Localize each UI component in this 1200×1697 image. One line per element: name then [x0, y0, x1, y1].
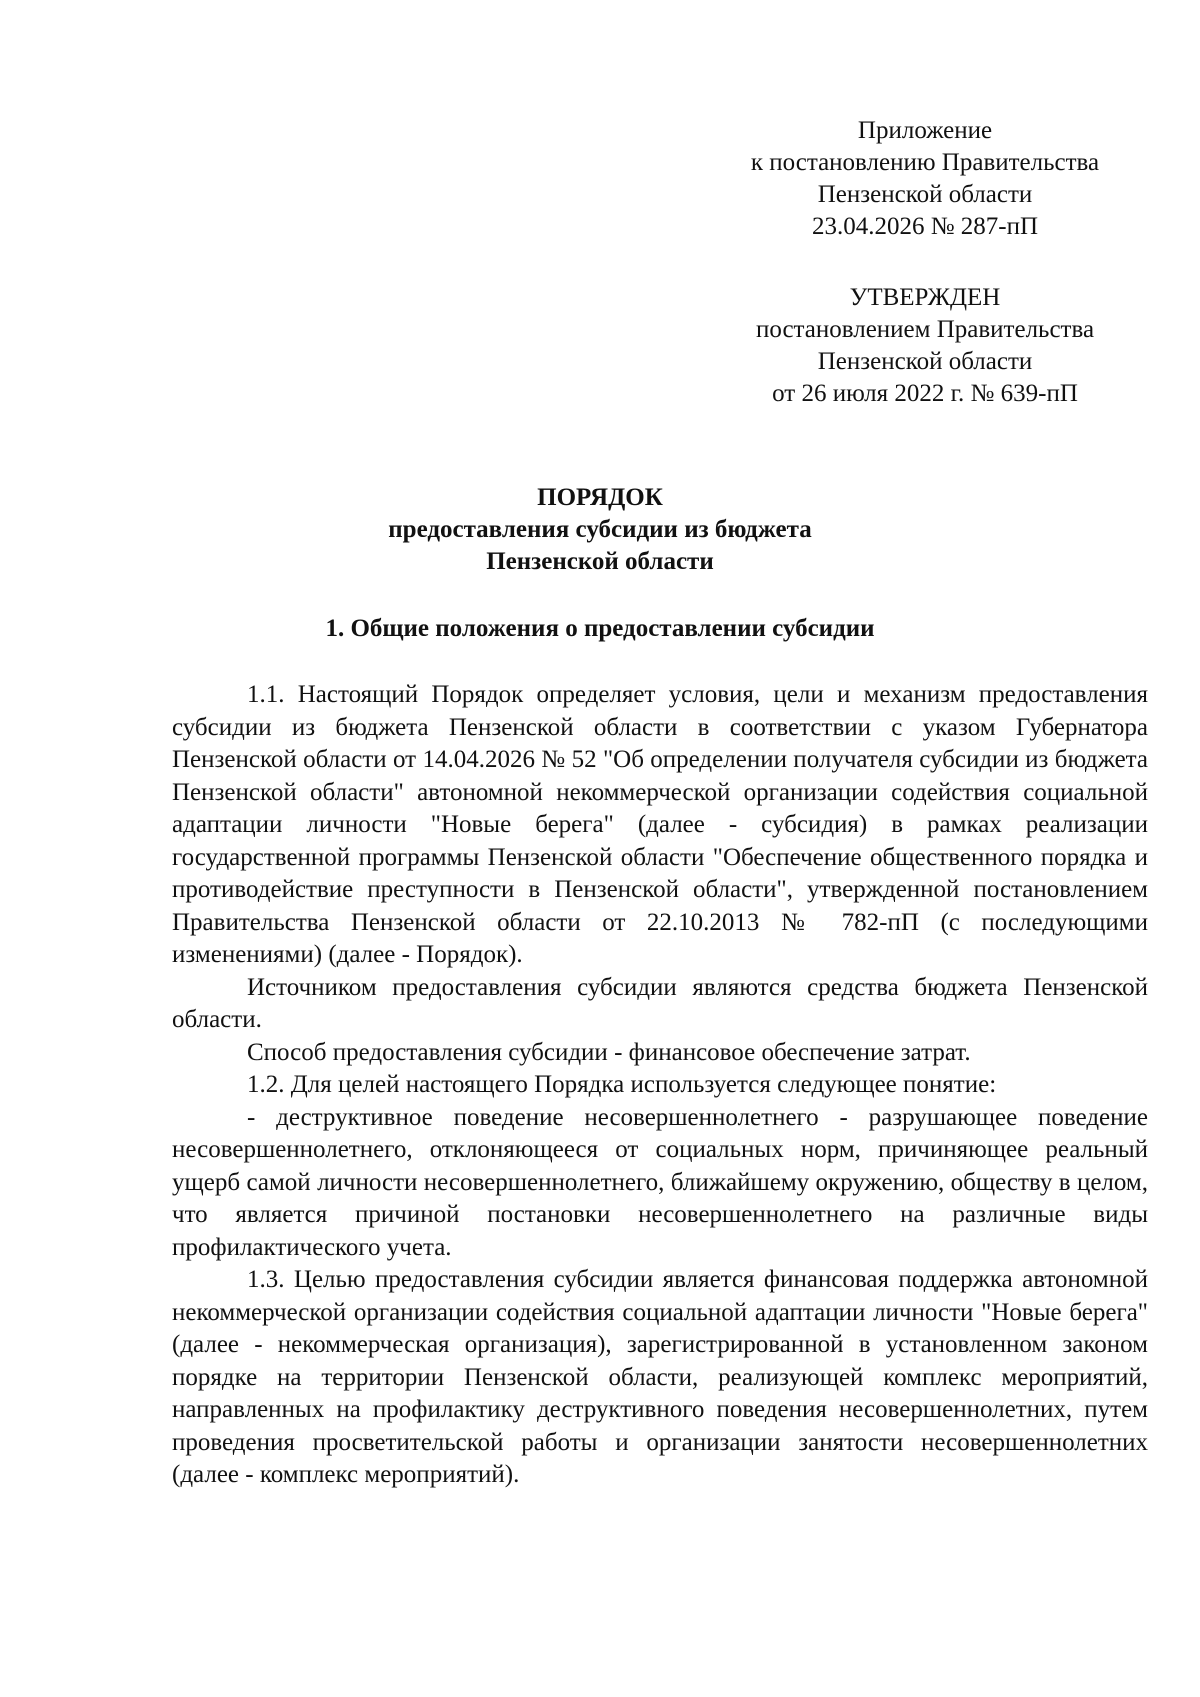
paragraph-provision-method: Способ предоставления субсидии - финансовое обеспечение затрат.	[247, 1038, 971, 1066]
approved-region: Пензенской области	[817, 348, 1033, 375]
paragraph-1-3: 1.3. Целью предоставления субсидии является финансовая поддержка автономной некоммерческой организации содействия социальной адаптации личности "Новые берега" (далее - некоммерческая организация), зарегистрированной в установленном законом порядке на территории Пензенской области, реализующей комплекс мероприятий, направленных на профилактику деструктивного поведения несовершеннолетних, путем проведения просветительской работы и организации занятости несовершеннолетних (далее - комплекс мероприятий).	[172, 1266, 1148, 1488]
paragraph-funding-source: Источником предоставления субсидии являются средства бюджета Пензенской области.	[172, 973, 1148, 1033]
approved-stamp	[700, 282, 1150, 410]
section-1-body	[172, 679, 1148, 1492]
paragraph-1-1: 1.1. Настоящий Порядок определяет условия, цели и механизм предоставления субсидии из бюджета Пензенской области в соответствии с указом Губернатора Пензенской области от 14.04.2026 № 52 "Об определении получателя субсидии из бюджета Пензенской области" автономной некоммерческой организации содействия социальной адаптации личности "Новые берега" (далее - субсидия) в рамках реализации государственной программы Пензенской области "Обеспечение общественного порядка и противодействие преступности в Пензенской области", утвержденной постановлением Правительства Пензенской области от 22.10.2013 № 782-пП (с последующими изменениями) (далее - Порядок).	[172, 681, 1148, 968]
appendix-label: Приложение	[857, 117, 993, 144]
title-line-1: ПОРЯДОК	[537, 484, 663, 511]
appendix-region: Пензенской области	[817, 181, 1033, 208]
paragraph-1-2: 1.2. Для целей настоящего Порядка используется следующее понятие:	[247, 1071, 997, 1098]
document-title	[150, 482, 1050, 578]
appendix-date-number: 23.04.2026 № 287-пП	[811, 213, 1039, 240]
approved-resolution-ref: постановлением Правительства	[755, 316, 1095, 343]
paragraph-definition: - деструктивное поведение несовершеннолетнего - разрушающее поведение несовершеннолетнего, отклоняющееся от социальных норм, причиняющее реальный ущерб самой личности несовершеннолетнего, ближайшему окружению, обществу в целом, что является причиной постановки несовершеннолетнего на различные виды профилактического учета.	[172, 1103, 1148, 1261]
section-1-heading: 1. Общие положения о предоставлении субсидии	[325, 615, 875, 642]
title-line-3: Пензенской области	[486, 548, 714, 575]
approved-label: УТВЕРЖДЕН	[849, 284, 1001, 311]
approved-date-number: от 26 июля 2022 г. № 639-пП	[772, 380, 1078, 407]
appendix-stamp	[700, 115, 1150, 243]
appendix-resolution-ref: к постановлению Правительства	[750, 149, 1100, 176]
title-line-2: предоставления субсидии из бюджета	[388, 516, 812, 543]
